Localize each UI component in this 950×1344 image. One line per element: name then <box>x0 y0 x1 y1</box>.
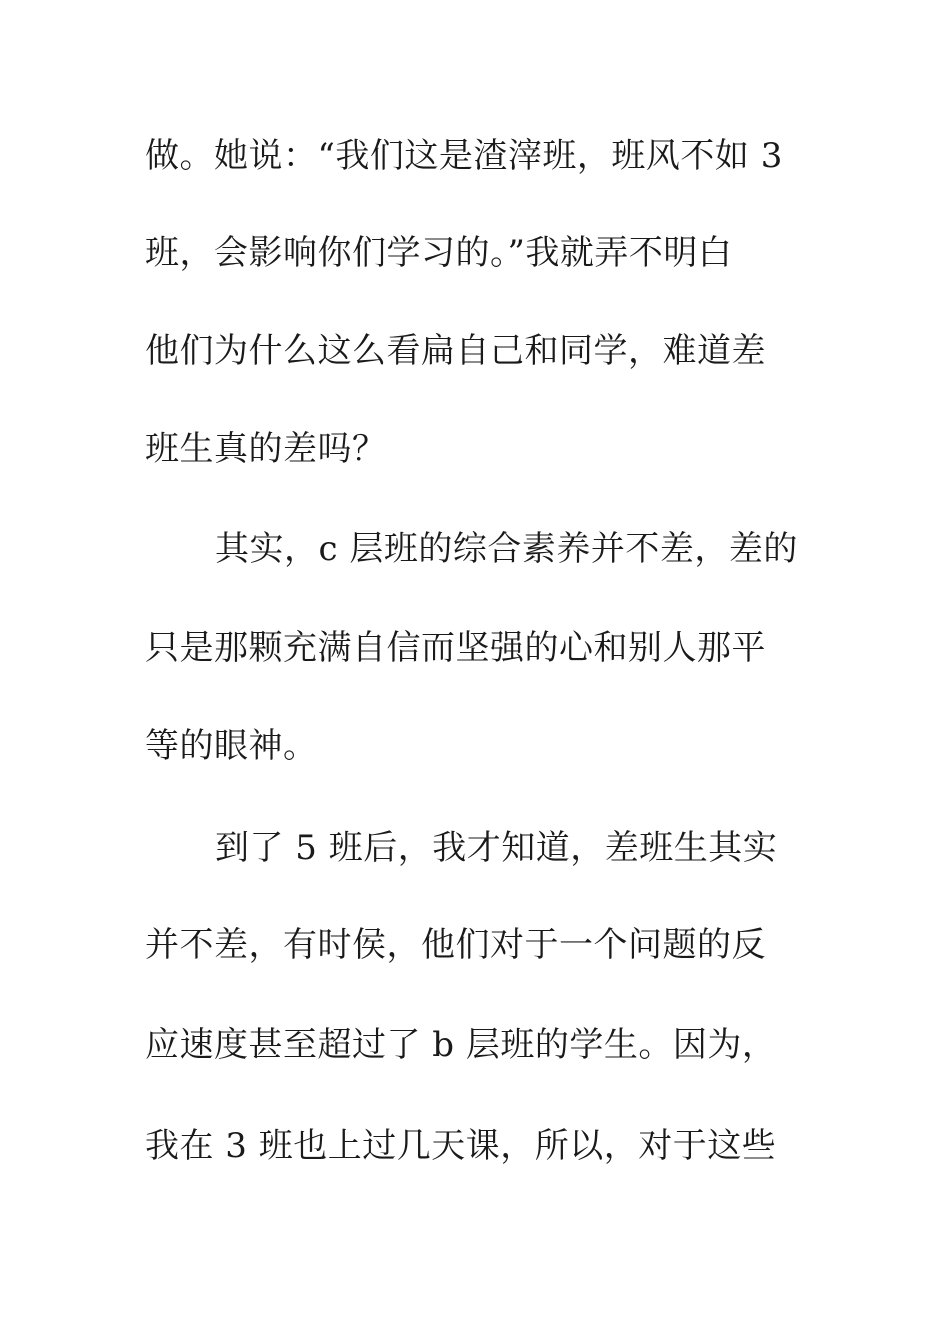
text-line: 并不差，有时侯，他们对于一个问题的反 <box>145 925 766 965</box>
text-line: 班生真的差吗？ <box>145 429 387 469</box>
text-line: 只是那颗充满自信而坚强的心和别人那平 <box>145 628 766 668</box>
text-line: 他们为什么这么看扁自己和同学，难道差 <box>145 331 766 371</box>
text-line: 做。她说：“我们这是渣滓班，班风不如 3 <box>145 136 783 176</box>
text-line: 等的眼神。 <box>145 726 318 766</box>
paragraph-first-line: 其实，c 层班的综合素养并不差，差的 <box>215 529 798 569</box>
text-line: 我在 3 班也上过几天课，所以，对于这些 <box>145 1126 777 1166</box>
text-line: 班，会影响你们学习的。”我就弄不明白 <box>145 233 733 273</box>
text-line: 应速度甚至超过了 b 层班的学生。因为， <box>145 1025 777 1065</box>
paragraph-first-line: 到了 5 班后，我才知道，差班生其实 <box>215 828 778 868</box>
